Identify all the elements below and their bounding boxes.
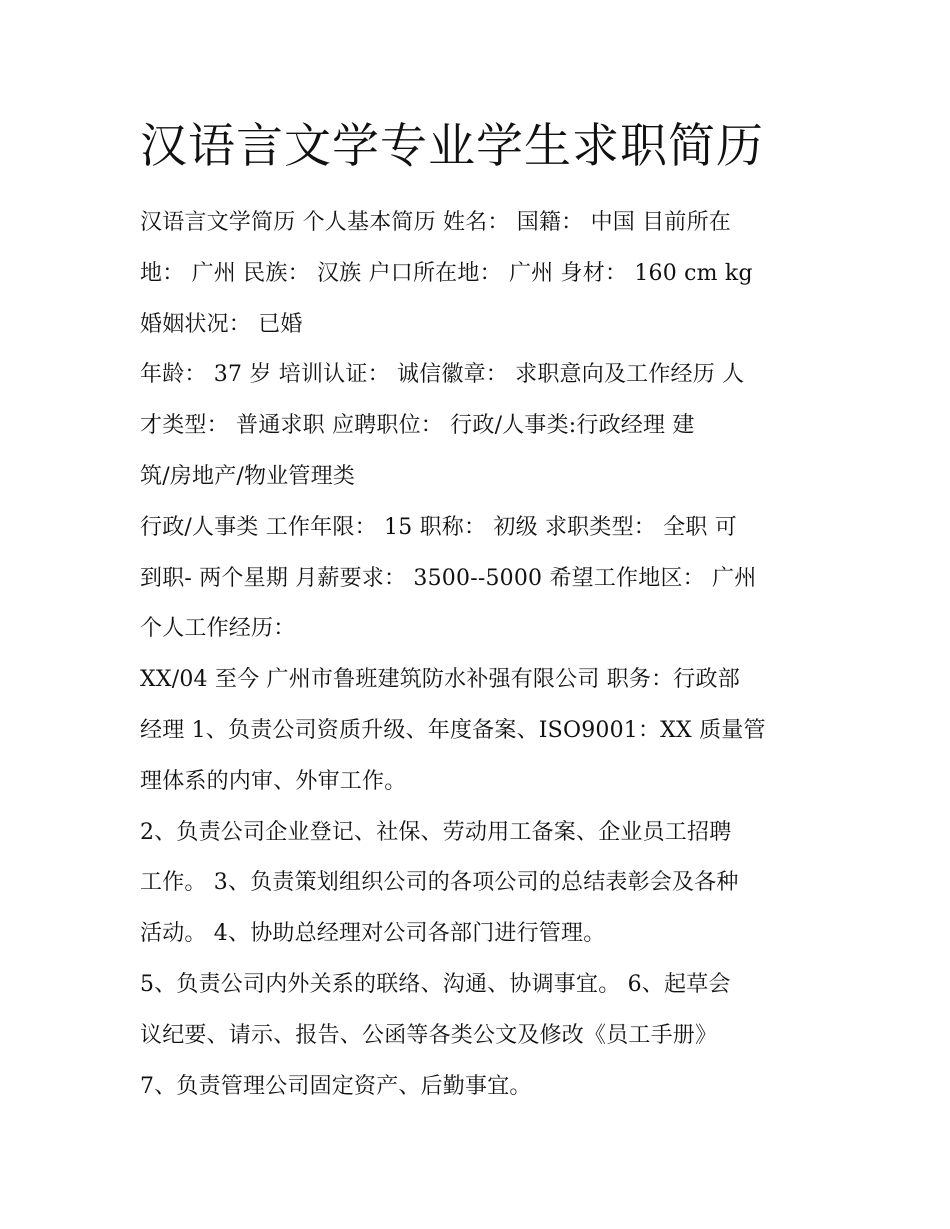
document-body [140, 198, 820, 1112]
body-line: 行政/人事类 工作年限： 15 职称： 初级 求职类型： 全职 可 [140, 514, 737, 540]
body-line: 活动。 4、协助总经理对公司各部门进行管理。 [140, 921, 606, 947]
body-line: XX/04 至今 广州市鲁班建筑防水补强有限公司 职务：行政部 [140, 667, 740, 693]
body-line: 个人工作经历： [140, 616, 296, 642]
body-line: 7、负责管理公司固定资产、后勤事宜。 [140, 1073, 532, 1099]
body-line: 年龄： 37 岁 培训认证： 诚信徽章： 求职意向及工作经历 人 [140, 362, 745, 388]
body-line: 到职- 两个星期 月薪要求： 3500--5000 希望工作地区： 广州 [140, 565, 757, 591]
body-line: 5、负责公司内外关系的联络、沟通、协调事宜。 6、起草会 [140, 971, 731, 997]
body-line: 2、负责公司企业登记、社保、劳动用工备案、企业员工招聘 [140, 819, 732, 845]
body-line: 汉语言文学简历 个人基本简历 姓名： 国籍： 中国 目前所在 [140, 210, 731, 235]
body-line: 才类型： 普通求职 应聘职位： 行政/人事类:行政经理 建 [140, 413, 695, 439]
body-line: 工作。 3、负责策划组织公司的各项公司的总结表彰会及各种 [140, 870, 739, 896]
body-line: 地： 广州 民族： 汉族 户口所在地： 广州 身材： 160 cm kg [140, 260, 753, 286]
body-line: 筑/房地产/物业管理类 [140, 463, 356, 489]
body-line: 议纪要、请示、报告、公函等各类公文及修改《员工手册》 [140, 1022, 718, 1048]
document-title: 汉语言文学专业学生求职简历 [140, 119, 764, 174]
body-line: 婚姻状况： 已婚 [140, 311, 303, 337]
body-line: 理体系的内审、外审工作。 [140, 768, 407, 794]
body-line: 经理 1、负责公司资质升级、年度备案、ISO9001：XX 质量管 [140, 717, 766, 743]
